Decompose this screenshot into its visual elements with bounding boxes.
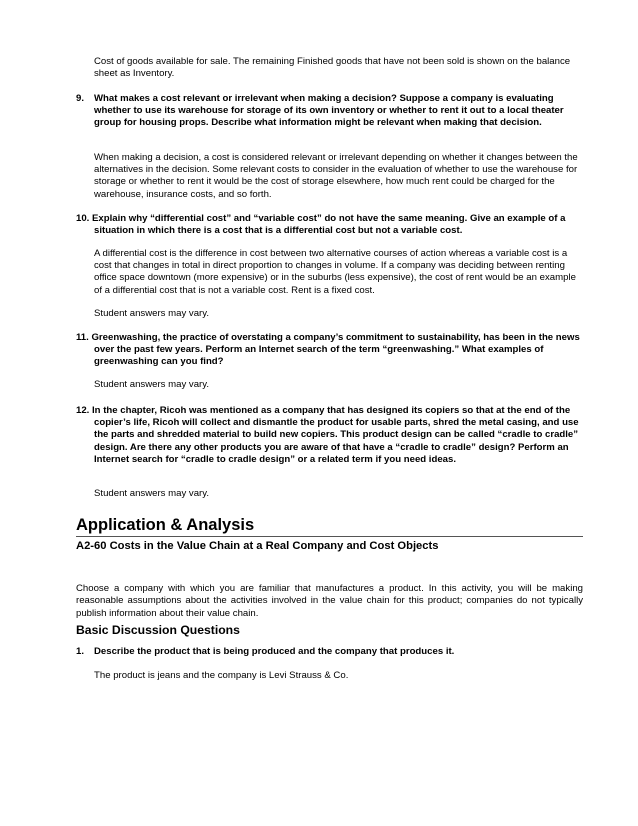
question-10-text: 10. Explain why “differential cost” and “variable cost” do not have the same meaning. Give an example of a situation in which there is a cost that is a differential cost but not a variable cost. — [76, 213, 566, 237]
answer-10-note: Student answers may vary. — [94, 308, 209, 319]
basic-question-1-number: 1. — [76, 646, 85, 657]
basic-question-1 — [0, 646, 638, 658]
section-divider — [76, 536, 583, 537]
question-12 — [0, 405, 638, 466]
question-12-text: 12. In the chapter, Ricoh was mentioned as a company that has designed its copiers so that at the end of the copier’s life, Ricoh will collect and dismantle the product for usable parts, shred the metal casing, and use the parts and shredded material to build new copiers. This product design can be called “cradle to cradle” design. Are there any other products you are aware of that have a “cradle to cradle” design? Perform an Internet search for “cradle to cradle design” or a related term if you need ideas. — [76, 405, 579, 465]
question-9-text: What makes a cost relevant or irrelevant when making a decision? Suppose a company is evaluating whether to use its warehouse for storage of its own inventory or whether to rent it out to a local theater group for housing props. Describe what information might be relevant when making that decision. — [94, 93, 564, 129]
answer-12-note: Student answers may vary. — [94, 488, 209, 499]
question-10 — [0, 213, 638, 237]
basic-discussion-heading: Basic Discussion Questions — [76, 623, 240, 637]
answer-10: A differential cost is the difference in cost between two alternative courses of action whereas a variable cost is a cost that changes in total in direct proportion to changes in volume. If a company was deciding between renting office space downtown (more expensive) or in the suburbs (less expensive), the cost of rent would be an example of a differential cost that is not a variable cost. Rent is a fixed cost. — [94, 248, 576, 296]
section-intro: Choose a company with which you are familiar that manufactures a product. In this activity, you will be making reasonable assumptions about the activities involved in the value chain for this product; companies do not typically publish information about their value chain. — [76, 582, 583, 619]
section-subtitle: A2-60 Costs in the Value Chain at a Real Company and Cost Objects — [76, 540, 439, 552]
question-9-number: 9. — [76, 93, 85, 104]
answer-9: When making a decision, a cost is considered relevant or irrelevant depending on whether it changes between the alternatives in the decision. Some relevant costs to consider in the evaluation of whether to use the warehouse for storage or whether to rent it would be the cost of storage elsewhere, how much rent could be charged for the warehouse, insurance costs, and so forth. — [94, 152, 578, 200]
basic-answer-1: The product is jeans and the company is Levi Strauss & Co. — [94, 670, 349, 681]
question-11-text: 11. Greenwashing, the practice of overstating a company’s commitment to sustainability, has been in the news over the past few years. Perform an Internet search of the term “greenwashing.” What examples of greenwashing can you find? — [76, 332, 580, 368]
section-title: Application & Analysis — [76, 516, 255, 534]
question-11 — [0, 332, 638, 369]
answer-11-note: Student answers may vary. — [94, 379, 209, 390]
question-9 — [0, 93, 638, 130]
basic-question-1-text: Describe the product that is being produced and the company that produces it. — [94, 646, 455, 657]
intro-paragraph: Cost of goods available for sale. The remaining Finished goods that have not been sold is shown on the balance sheet as Inventory. — [94, 56, 571, 80]
